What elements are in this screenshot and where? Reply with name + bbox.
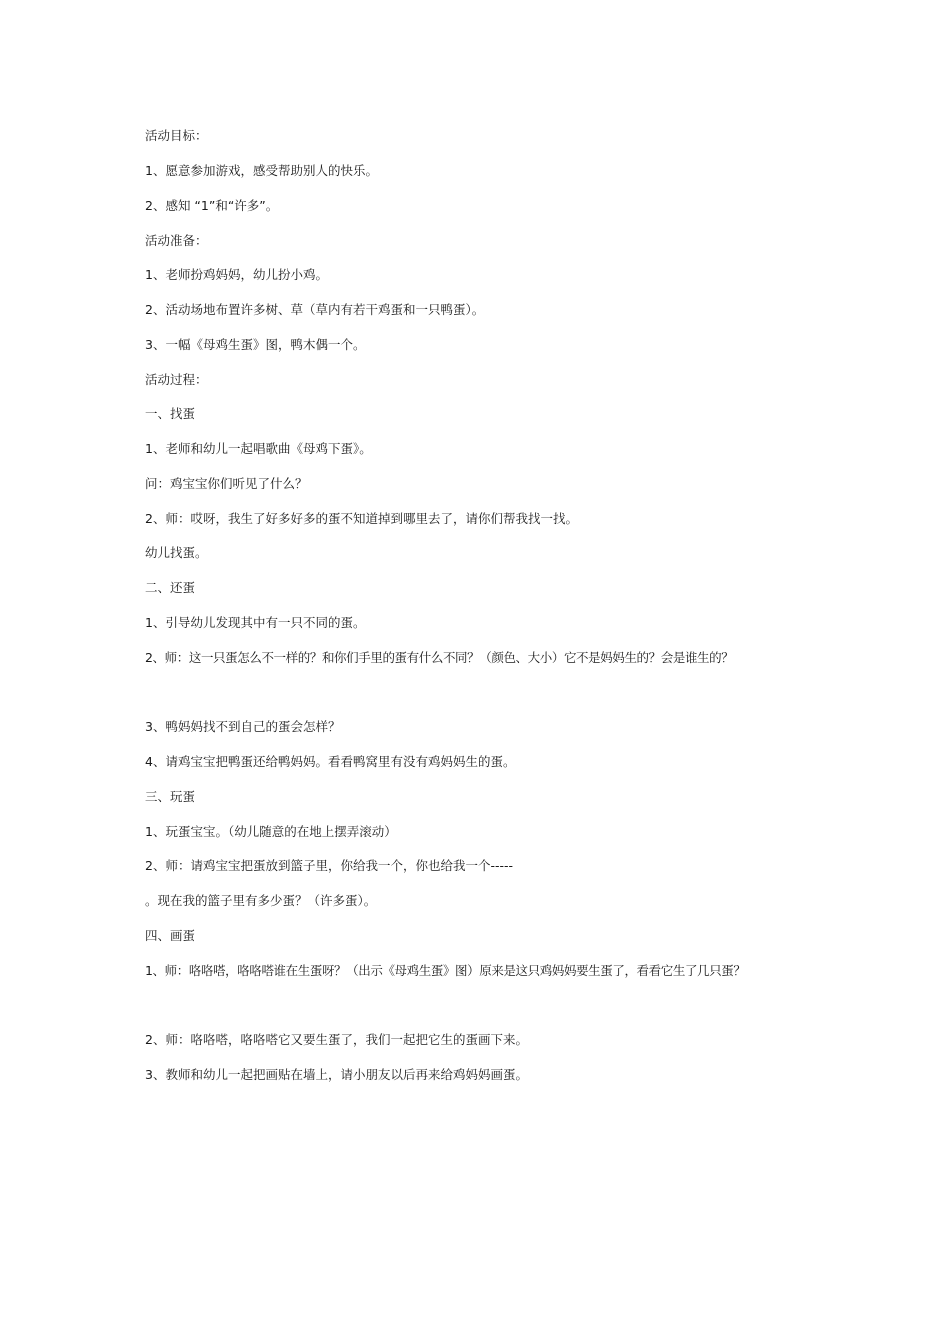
paragraph-draw-1: 1、师：咯咯嗒，咯咯嗒谁在生蛋呀？（出示《母鸡生蛋》图）原来是这只鸡妈妈要生蛋了，看看它生了几只蛋？	[145, 963, 746, 978]
paragraph-prep-2: 2、活动场地布置许多树、草（草内有若干鸡蛋和一只鸭蛋）。	[145, 302, 485, 317]
paragraph-return-1: 1、引导幼儿发现其中有一只不同的蛋。	[145, 615, 366, 630]
subsection-heading-find-eggs: 一、找蛋	[145, 406, 196, 421]
paragraph-return-2: 2、师：这一只蛋怎么不一样的？和你们手里的蛋有什么不同？（颜色、大小）它不是妈妈生的？会是谁生的？	[145, 650, 734, 665]
paragraph-play-1: 1、玩蛋宝宝。（幼儿随意的在地上摆弄滚动）	[145, 824, 397, 839]
paragraph-prep-1: 1、老师扮鸡妈妈，幼儿扮小鸡。	[145, 267, 328, 282]
paragraph-draw-2: 2、师：咯咯嗒，咯咯嗒它又要生蛋了，我们一起把它生的蛋画下来。	[145, 1032, 528, 1047]
paragraph-find-1: 1、老师和幼儿一起唱歌曲《母鸡下蛋》。	[145, 441, 372, 456]
paragraph-find-2: 2、师：哎呀，我生了好多好多的蛋不知道掉到哪里去了，请你们帮我找一找。	[145, 511, 578, 526]
section-heading-process: 活动过程：	[145, 372, 208, 387]
paragraph-find-children: 幼儿找蛋。	[145, 545, 208, 560]
paragraph-goal-2: 2、感知 “1”和“许多”。	[145, 198, 279, 213]
subsection-heading-draw-eggs: 四、画蛋	[145, 928, 196, 943]
paragraph-play-2: 2、师：请鸡宝宝把蛋放到篮子里，你给我一个，你也给我一个-----	[145, 858, 514, 873]
paragraph-return-4: 4、请鸡宝宝把鸭蛋还给鸭妈妈。看看鸭窝里有没有鸡妈妈生的蛋。	[145, 754, 516, 769]
subsection-heading-play-eggs: 三、玩蛋	[145, 789, 196, 804]
subsection-heading-return-eggs: 二、还蛋	[145, 580, 196, 595]
paragraph-find-question: 问：鸡宝宝你们听见了什么？	[145, 476, 308, 491]
section-heading-goals: 活动目标：	[145, 128, 208, 143]
section-heading-preparation: 活动准备：	[145, 233, 208, 248]
paragraph-prep-3: 3、一幅《母鸡生蛋》图，鸭木偶一个。	[145, 337, 366, 352]
paragraph-play-2-continued: 。现在我的篮子里有多少蛋？（许多蛋）。	[145, 893, 377, 908]
paragraph-goal-1: 1、愿意参加游戏，感受帮助别人的快乐。	[145, 163, 378, 178]
paragraph-draw-3: 3、教师和幼儿一起把画贴在墙上，请小朋友以后再来给鸡妈妈画蛋。	[145, 1067, 528, 1082]
paragraph-return-3: 3、鸭妈妈找不到自己的蛋会怎样？	[145, 719, 341, 734]
